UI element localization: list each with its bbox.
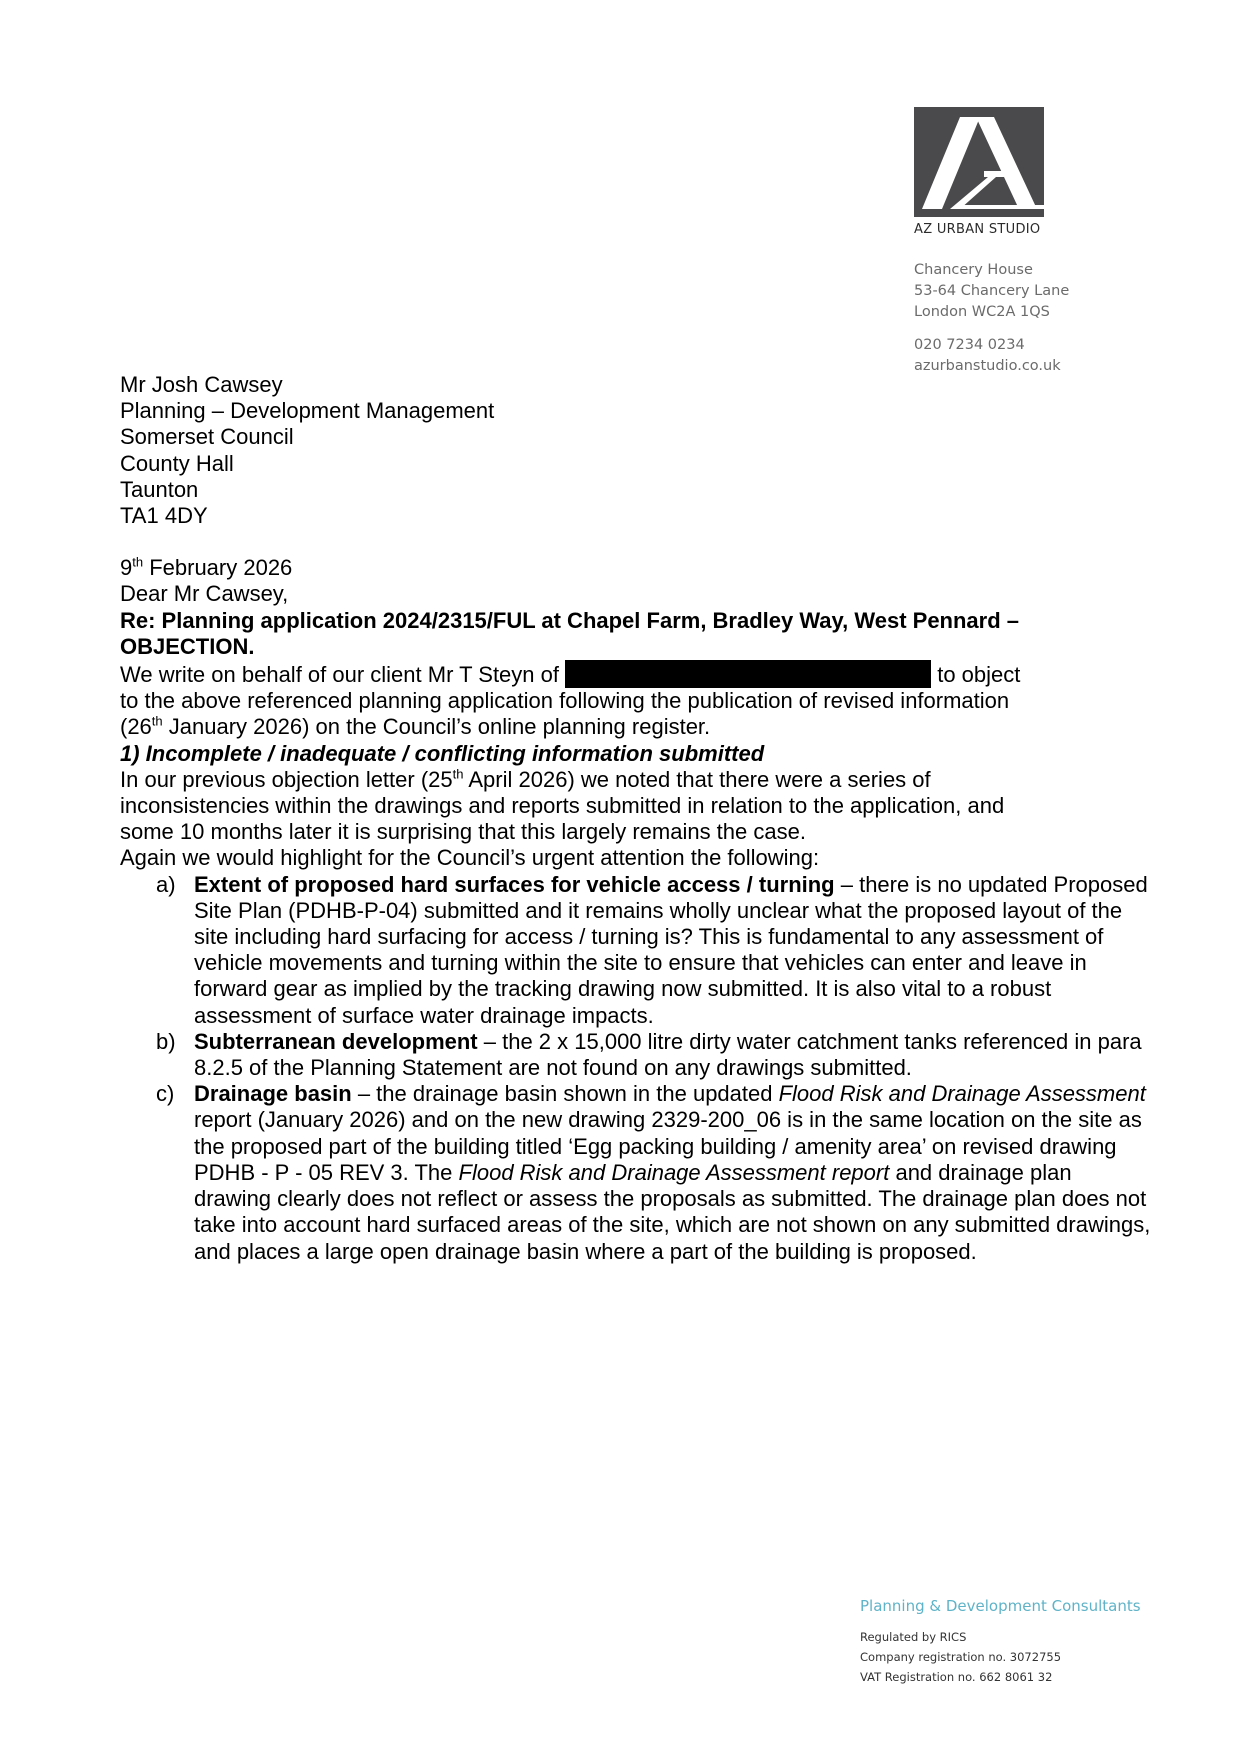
recipient-line: Taunton [120,476,199,502]
redaction-box [565,660,931,688]
list-item: a) Extent of proposed hard surfaces for vehicle access / turning – there is no updated Proposed Site Plan (PDHB-P-04) submitted and it remains wholly unclear what the proposed layout of the site including hard surfacing for access / turning is? This is fundamental to any assessment of vehicle movements and turning within the site to ensure that vehicles can enter and leave in forward gear as implied by the tracking drawing now submitted. It is also vital to a robust assessment of surface water drainage impacts. [156,871,1148,1028]
recipient-line: TA1 4DY [120,503,208,529]
recipient-address [120,372,1040,529]
brand-name: AZ URBAN STUDIO [914,222,1041,237]
list-marker: a) [156,871,176,897]
section-heading: 1) Incomplete / inadequate / conflicting information submitted [120,740,765,766]
recipient-line: Planning – Development Management [120,398,495,424]
intro-paragraph: We write on behalf of our client Mr T Steyn of to object to the above referenced planning application following the publication of revised information (26th January 2026) on the Council’s online planning register. [120,662,1021,740]
points-list [120,871,1151,1265]
recipient-line: Somerset Council [120,424,294,450]
address-line: Chancery House [914,262,1033,278]
list-item: c) Drainage basin – the drainage basin shown in the updated Flood Risk and Drainage Assessment report (January 2026) and on the new drawing 2329-200_06 is in the same location on the site as the proposed part of the building titled ‘Egg packing building / amenity area’ on revised drawing PDHB - P - 05 REV 3. The Flood Risk and Drainage Assessment report and drainage plan drawing clearly does not reflect or assess the proposals as submitted. The drainage plan does not take into account hard surfaced areas of the site, which are not shown on any submitted drawings, and places a large open drainage basin where a part of the building is proposed. [156,1081,1151,1264]
recipient-line: County Hall [120,450,234,476]
paragraph: Again we would highlight for the Council’s urgent attention the following: [120,845,820,871]
phone-number: 020 7234 0234 [914,337,1025,353]
sender-address [914,260,1069,377]
footer [860,1597,1141,1687]
paragraph: In our previous objection letter (25th April 2026) we noted that there were a series of inconsistencies within the drawings and reports submitted in relation to the application, and some 10 months later it is surprising that this largely remains the case. [120,766,1005,845]
footer-regulated: Regulated by RICS [860,1630,967,1644]
az-logo-icon [914,107,1044,217]
list-item: b) Subterranean development – the 2 x 15,000 litre dirty water catchment tanks referenced in para 8.2.5 of the Planning Statement are not found on any drawings submitted. [156,1028,1142,1081]
subject-line: Re: Planning application 2024/2315/FUL at Chapel Farm, Bradley Way, West Pennard – OBJECTION. [120,607,1020,659]
letter-body [120,372,1151,1265]
address-line: 53-64 Chancery Lane [914,283,1070,299]
letter-date: 9th February 2026 [120,554,293,581]
footer-vat: VAT Registration no. 662 8061 32 [860,1670,1053,1684]
website: azurbanstudio.co.uk [914,358,1061,374]
salutation: Dear Mr Cawsey, [120,581,289,607]
footer-tagline: Planning & Development Consultants [860,1597,1141,1615]
address-line: London WC2A 1QS [914,304,1050,320]
list-marker: b) [156,1028,176,1054]
list-marker: c) [156,1081,175,1107]
recipient-line: Mr Josh Cawsey [120,372,283,397]
footer-company-reg: Company registration no. 3072755 [860,1650,1062,1664]
